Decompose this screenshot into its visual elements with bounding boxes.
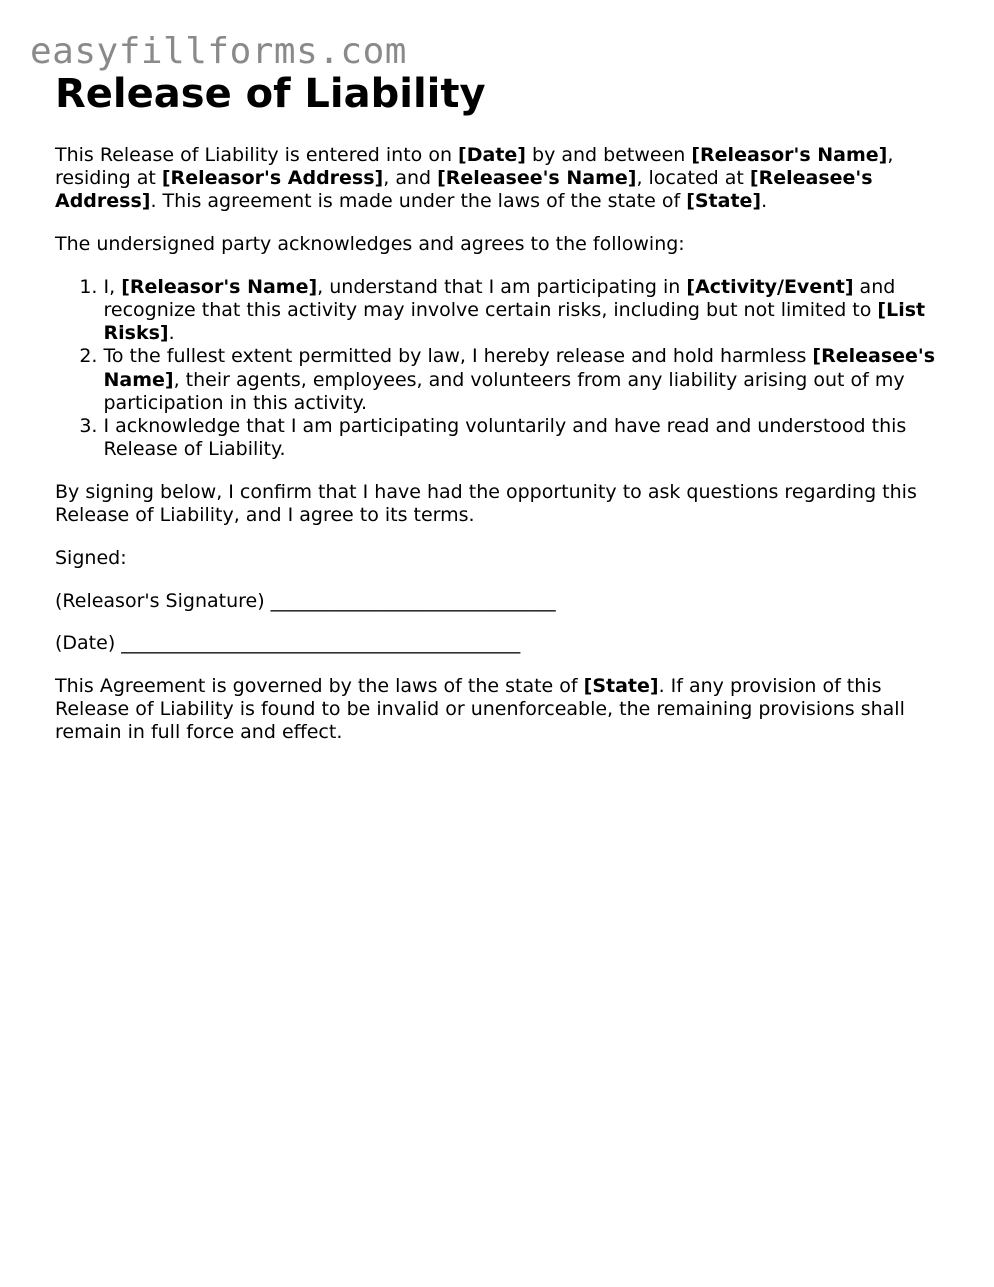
item1-text-4: . [168,322,175,345]
governing-text-2: . If any provision of this Release of Liability is found to be invalid or unenforceable, the remaining provisions shall remain in full force and effect. [55,674,905,744]
document-title: Release of Liability [55,71,486,117]
intro-text-3: , residing at [55,144,894,190]
releasor-address-placeholder: [Releasor's Address] [161,167,384,190]
item1-text-2: , understand that I am participating in [317,275,687,298]
list-item [104,276,946,346]
intro-text-1: This Release of Liability is entered into on [55,144,459,166]
risks-placeholder: [List Risks] [103,299,926,345]
item3-text-1: I acknowledge that I am participating voluntarily and have read and understood this Release of Liability. [103,415,907,461]
item1-text-1: I, [103,275,122,298]
acknowledge-paragraph: The undersigned party acknowledges and agrees to the following: [55,233,685,256]
list-item [104,345,946,415]
releasee-name-placeholder: [Releasee's Name] [437,167,637,190]
releasor-name-placeholder: [Releasor's Name] [691,144,888,166]
state-placeholder: [State] [583,674,659,697]
date-placeholder: [Date] [458,144,526,166]
list-item [104,415,946,461]
item2-text-2: , their agents, employees, and volunteers from any liability arising out of my participation in this activity. [103,368,905,414]
intro-text-5: , located at [636,167,750,190]
intro-paragraph [55,144,945,214]
date-line[interactable]: (Date) __________________________________________ [55,632,521,655]
intro-text-7: . [761,190,768,213]
activity-placeholder: [Activity/Event] [686,275,854,298]
signature-line[interactable]: (Releasor's Signature) ______________________________ [55,589,556,612]
intro-text-4: , and [383,167,438,190]
releasee-name-placeholder: [Releasee's Name] [103,345,936,391]
terms-list [55,276,945,462]
governing-law-paragraph [55,675,945,745]
intro-text-2: by and between [525,144,692,166]
governing-text-1: This Agreement is governed by the laws of the state of [55,674,584,697]
intro-text-6: . This agreement is made under the laws of the state of [150,190,687,213]
signed-label: Signed: [55,546,127,569]
item2-text-1: To the fullest extent permitted by law, I hereby release and hold harmless [103,345,813,368]
confirm-paragraph: By signing below, I confirm that I have had the opportunity to ask questions regarding this Release of Liability, and I agree to its terms. [55,480,917,527]
releasor-name-placeholder: [Releasor's Name] [121,275,318,298]
document-page [55,68,945,745]
releasee-address-placeholder: [Releasee's Address] [55,167,873,213]
item1-text-3: and recognize that this activity may involve certain risks, including but not limited to [103,275,896,322]
state-placeholder: [State] [686,190,762,213]
watermark: easyfillforms.com [30,31,407,72]
